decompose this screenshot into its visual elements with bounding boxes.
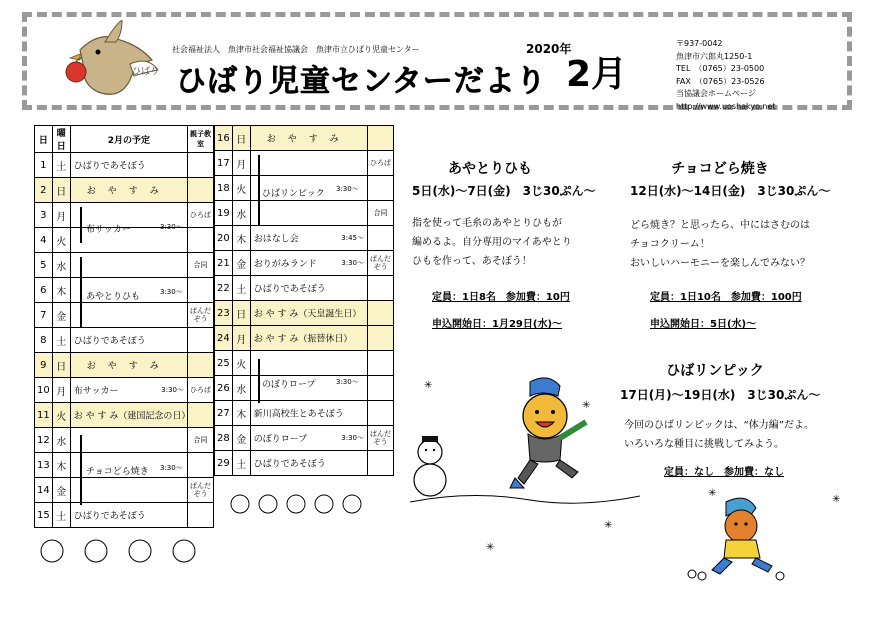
col-day: 日 bbox=[35, 126, 53, 153]
calendar-row bbox=[215, 276, 394, 301]
calendar-event-label: ひばりであそぼう bbox=[253, 284, 326, 295]
calendar-event bbox=[70, 378, 187, 403]
calendar-note bbox=[368, 451, 394, 476]
hibalympic-title: ひばリンピック bbox=[666, 363, 764, 379]
calendar-row bbox=[215, 201, 394, 226]
calendar-day: 18 bbox=[215, 176, 233, 201]
calendar-note bbox=[368, 376, 394, 401]
calendar-note bbox=[368, 176, 394, 201]
calendar-weekday: 火 bbox=[232, 351, 250, 376]
ayatori-date: 5日(水)～7日(金) 3じ30ぷん～ bbox=[412, 184, 596, 198]
calendar-note bbox=[368, 226, 394, 251]
calendar-event bbox=[70, 178, 187, 203]
calendar-event-label: おやすみ bbox=[266, 134, 351, 145]
calendar-note: ひろば bbox=[188, 378, 214, 403]
calendar-weekday: 土 bbox=[232, 451, 250, 476]
calendar-event bbox=[250, 351, 367, 376]
calendar-day: 22 bbox=[215, 276, 233, 301]
calendar-event bbox=[70, 428, 187, 453]
calendar-event-label: お や す み（振替休日） bbox=[253, 334, 353, 345]
calendar-event bbox=[250, 401, 367, 426]
calendar-row bbox=[35, 328, 214, 353]
span-event-rope-time: 3:30～ bbox=[336, 378, 359, 386]
ayatori-body-line: 編めるよ。自分専用のマイあやとり bbox=[412, 237, 572, 248]
calendar-weekday: 水 bbox=[232, 376, 250, 401]
calendar-note bbox=[188, 153, 214, 178]
span-event-choco-time: 3:30～ bbox=[160, 464, 183, 472]
calendar-weekday: 金 bbox=[232, 426, 250, 451]
calendar-day: 15 bbox=[35, 503, 53, 528]
kids-faces-row-right bbox=[228, 492, 378, 516]
kids-faces-row-bottom bbox=[36, 536, 216, 566]
ayatori-body-line: ひもを作って、あそぼう！ bbox=[412, 256, 532, 267]
calendar-note bbox=[188, 503, 214, 528]
calendar-event-label: おりがみランド bbox=[253, 259, 317, 270]
calendar-event bbox=[70, 153, 187, 178]
calendar-event bbox=[70, 478, 187, 503]
calendar-day: 12 bbox=[35, 428, 53, 453]
calendar-weekday: 火 bbox=[52, 228, 70, 253]
calendar-day: 20 bbox=[215, 226, 233, 251]
calendar-weekday: 水 bbox=[52, 428, 70, 453]
span-line-right-25 bbox=[258, 359, 260, 403]
calendar-day: 7 bbox=[35, 303, 53, 328]
calendar-note: 合同 bbox=[368, 201, 394, 226]
span-event-ayatori: あやとりひも bbox=[86, 292, 141, 302]
calendar-day: 14 bbox=[35, 478, 53, 503]
calendar-day: 26 bbox=[215, 376, 233, 401]
calendar-event-time: 3:45～ bbox=[341, 234, 364, 242]
address-url[interactable]: http://www.uoshakyo.net bbox=[676, 101, 776, 111]
calendar-event bbox=[70, 503, 187, 528]
calendar-note: ひろば bbox=[188, 203, 214, 228]
calendar-weekday: 木 bbox=[52, 278, 70, 303]
calendar-note: ぱんだぞう bbox=[188, 478, 214, 503]
calendar-weekday: 日 bbox=[52, 178, 70, 203]
calendar-note: ひろば bbox=[368, 151, 394, 176]
span-event-choco: チョコどら焼き bbox=[86, 467, 149, 477]
calendar-event bbox=[70, 403, 191, 428]
calendar-weekday: 金 bbox=[232, 251, 250, 276]
span-line-left-12 bbox=[80, 435, 82, 505]
calendar-day: 10 bbox=[35, 378, 53, 403]
col-weekday: 曜日 bbox=[52, 126, 70, 153]
issue-month: 2月 bbox=[566, 54, 628, 95]
calendar-day: 27 bbox=[215, 401, 233, 426]
calendar-event bbox=[250, 426, 367, 451]
calendar-weekday: 火 bbox=[232, 176, 250, 201]
calendar-note: ぱんだぞう bbox=[368, 426, 394, 451]
calendar-weekday: 土 bbox=[52, 328, 70, 353]
ayatori-apply: 申込開始日：1月29日(水)～ bbox=[432, 319, 563, 330]
calendar-event-label: ひばりであそぼう bbox=[253, 459, 326, 470]
calendar-row bbox=[35, 378, 214, 403]
calendar-weekday: 木 bbox=[232, 401, 250, 426]
snowflake-icon: ✳ bbox=[604, 520, 613, 531]
span-line-left-5 bbox=[80, 257, 82, 327]
calendar-day: 28 bbox=[215, 426, 233, 451]
address-street: 魚津市六郎丸1250-1 bbox=[676, 51, 753, 61]
calendar-event bbox=[250, 126, 367, 151]
choco-apply: 申込開始日：5日(水)～ bbox=[650, 319, 757, 330]
calendar-weekday: 木 bbox=[52, 453, 70, 478]
calendar-weekday: 土 bbox=[52, 503, 70, 528]
calendar-weekday: 水 bbox=[232, 201, 250, 226]
hibalympic-body-line: いろいろな種目に挑戦してみよう。 bbox=[624, 439, 784, 450]
choco-body-line: おいしいハーモニーを楽しんでみない？ bbox=[630, 258, 810, 269]
page-title: ひばり児童センターだより bbox=[176, 64, 547, 99]
calendar-note bbox=[188, 228, 214, 253]
calendar-weekday: 金 bbox=[52, 478, 70, 503]
calendar-weekday: 火 bbox=[52, 403, 70, 428]
calendar-event-label: おやすみ bbox=[86, 186, 171, 197]
calendar-event bbox=[70, 303, 187, 328]
calendar-row bbox=[215, 301, 394, 326]
calendar-event-label: ひばりであそぼう bbox=[73, 511, 146, 522]
calendar-row bbox=[215, 326, 394, 351]
calendar-note bbox=[188, 453, 214, 478]
calendar-weekday: 月 bbox=[232, 151, 250, 176]
calendar-event bbox=[250, 151, 367, 176]
calendar-note bbox=[188, 403, 214, 428]
calendar-note bbox=[368, 326, 394, 351]
calendar-event-label: のぼりロープ bbox=[253, 434, 308, 445]
calendar-right bbox=[214, 125, 394, 476]
choco-date: 12日(水)～14日(金) 3じ30ぷん～ bbox=[630, 184, 831, 198]
col-plan: 2月の予定 bbox=[70, 126, 187, 153]
calendar-row bbox=[215, 151, 394, 176]
calendar-row bbox=[215, 226, 394, 251]
calendar-day: 25 bbox=[215, 351, 233, 376]
calendar-day: 11 bbox=[35, 403, 53, 428]
calendar-row bbox=[215, 351, 394, 376]
calendar-row bbox=[35, 303, 214, 328]
calendar-event-label: おやすみ bbox=[86, 361, 171, 372]
calendar-day: 3 bbox=[35, 203, 53, 228]
address-hp-label: 当協議会ホームページ bbox=[676, 89, 756, 98]
calendar-weekday: 日 bbox=[232, 126, 250, 151]
calendar-row bbox=[35, 253, 214, 278]
calendar-note bbox=[188, 328, 214, 353]
snowflake-icon: ✳ bbox=[424, 380, 433, 391]
span-event-hibalympic-time: 3:30～ bbox=[336, 185, 359, 193]
calendar-row bbox=[215, 251, 394, 276]
calendar-row bbox=[35, 153, 214, 178]
organization-name: 社会福祉法人 魚津市社会福祉協議会 魚津市立ひばり児童センター bbox=[172, 45, 420, 54]
calendar-event bbox=[250, 251, 367, 276]
calendar-day: 29 bbox=[215, 451, 233, 476]
span-event-nunosoccer: 布サッカー bbox=[86, 225, 131, 235]
calendar-event bbox=[250, 201, 367, 226]
calendar-row bbox=[35, 403, 214, 428]
calendar-day: 23 bbox=[215, 301, 233, 326]
ayatori-body-line: 指を使って毛糸のあやとりひもが bbox=[412, 218, 562, 229]
running-dog-illustration bbox=[686, 492, 796, 582]
calendar-day: 19 bbox=[215, 201, 233, 226]
hibalympic-body-line: 今回のひばリンピックは、“体力編”だよ。 bbox=[624, 420, 814, 431]
hibari-bird-logo bbox=[60, 20, 160, 106]
ayatori-body bbox=[412, 214, 572, 271]
calendar-event bbox=[250, 301, 367, 326]
calendar-event-label: ひばりであそぼう bbox=[73, 336, 146, 347]
calendar-event-time: 3:30～ bbox=[341, 259, 364, 267]
snowflake-icon: ✳ bbox=[582, 400, 591, 411]
calendar-weekday: 日 bbox=[232, 301, 250, 326]
calendar-day: 21 bbox=[215, 251, 233, 276]
calendar-weekday: 木 bbox=[232, 226, 250, 251]
calendar-row bbox=[215, 401, 394, 426]
calendar-weekday: 土 bbox=[52, 153, 70, 178]
span-line-left-3 bbox=[80, 207, 82, 243]
calendar-day: 5 bbox=[35, 253, 53, 278]
calendar-event bbox=[70, 353, 187, 378]
calendar-event bbox=[250, 451, 367, 476]
calendar-day: 8 bbox=[35, 328, 53, 353]
calendar-note: ぱんだぞう bbox=[188, 303, 214, 328]
snowflake-icon: ✳ bbox=[832, 494, 841, 505]
calendar-day: 13 bbox=[35, 453, 53, 478]
hibalympic-body bbox=[624, 416, 814, 454]
calendar-row bbox=[35, 503, 214, 528]
calendar-event bbox=[70, 328, 187, 353]
span-event-hibalympic: ひばリンピック bbox=[262, 189, 325, 199]
calendar-day: 24 bbox=[215, 326, 233, 351]
calendar-event-label: 布サッカー bbox=[73, 386, 119, 397]
calendar-row bbox=[215, 126, 394, 151]
calendar-note bbox=[368, 301, 394, 326]
calendar-weekday: 月 bbox=[52, 203, 70, 228]
choco-body-line: チョコクリーム！ bbox=[630, 239, 710, 250]
calendar-event-label: おはなし会 bbox=[253, 234, 299, 245]
ayatori-fee: 定員：1日8名 参加費：10円 bbox=[432, 292, 570, 303]
calendar-event bbox=[250, 276, 367, 301]
calendar-day: 17 bbox=[215, 151, 233, 176]
logo-text: ひばり bbox=[132, 67, 160, 77]
address-fax: FAX （0765）23-0526 bbox=[676, 76, 765, 86]
calendar-weekday: 土 bbox=[232, 276, 250, 301]
calendar-event-label: お や す み（天皇誕生日） bbox=[253, 309, 362, 320]
calendar-weekday: 日 bbox=[52, 353, 70, 378]
hibalympic-date: 17日(月)～19日(水) 3じ30ぷん～ bbox=[620, 388, 821, 402]
calendar-row bbox=[215, 451, 394, 476]
calendar-event-label: お や す み（建国記念の日） bbox=[73, 411, 191, 422]
calendar-note: 合同 bbox=[188, 428, 214, 453]
calendar-weekday: 月 bbox=[52, 378, 70, 403]
calendar-event bbox=[250, 326, 367, 351]
calendar-day: 16 bbox=[215, 126, 233, 151]
calendar-day: 4 bbox=[35, 228, 53, 253]
ayatori-title: あやとりひも bbox=[448, 161, 532, 177]
calendar-note bbox=[368, 351, 394, 376]
calendar-weekday: 水 bbox=[52, 253, 70, 278]
calendar-event bbox=[70, 253, 187, 278]
choco-fee: 定員：1日10名 参加費：100円 bbox=[650, 292, 802, 303]
calendar-note bbox=[368, 401, 394, 426]
choco-body bbox=[630, 216, 810, 273]
issue-year: 2020年 bbox=[526, 42, 572, 56]
span-line-right-17 bbox=[258, 155, 260, 225]
calendar-event-time: 3:30～ bbox=[341, 434, 364, 442]
calendar-weekday: 月 bbox=[232, 326, 250, 351]
calendar-row bbox=[35, 428, 214, 453]
choco-body-line: どら焼き？と思ったら、中にはさむのは bbox=[630, 220, 810, 231]
calendar-event-time: 3:30～ bbox=[161, 386, 184, 394]
calendar-note bbox=[368, 126, 394, 151]
calendar-note bbox=[368, 276, 394, 301]
address-block bbox=[676, 38, 776, 113]
calendar-row bbox=[215, 426, 394, 451]
calendar-day: 2 bbox=[35, 178, 53, 203]
address-tel: TEL （0765）23-0500 bbox=[676, 64, 765, 73]
snowflake-icon: ✳ bbox=[708, 488, 717, 499]
calendar-day: 1 bbox=[35, 153, 53, 178]
span-event-ayatori-time: 3:30～ bbox=[160, 288, 183, 296]
calendar-event-label: ひばりであそぼう bbox=[73, 161, 146, 172]
hibalympic-fee: 定員：なし 参加費：なし bbox=[664, 467, 784, 478]
calendar-row bbox=[35, 478, 214, 503]
calendar-event-label: 新川高校生とあそぼう bbox=[253, 409, 344, 420]
choco-title: チョコどら焼き bbox=[671, 161, 769, 177]
snowflake-icon: ✳ bbox=[486, 542, 495, 553]
calendar-note bbox=[188, 278, 214, 303]
calendar-note: ぱんだぞう bbox=[368, 251, 394, 276]
calendar-note bbox=[188, 353, 214, 378]
calendar-day: 9 bbox=[35, 353, 53, 378]
calendar-row bbox=[35, 353, 214, 378]
calendar-event bbox=[250, 226, 367, 251]
calendar-note bbox=[188, 178, 214, 203]
calendar-row bbox=[35, 178, 214, 203]
span-event-rope: のぼりロープ bbox=[262, 380, 316, 390]
address-postal: 〒937-0042 bbox=[676, 39, 723, 48]
snow-play-illustration bbox=[410, 372, 640, 522]
span-event-nunosoccer-time: 3:30～ bbox=[160, 223, 183, 231]
calendar-weekday: 金 bbox=[52, 303, 70, 328]
calendar-note: 合同 bbox=[188, 253, 214, 278]
col-note: 親子教室 bbox=[188, 126, 214, 153]
calendar-day: 6 bbox=[35, 278, 53, 303]
